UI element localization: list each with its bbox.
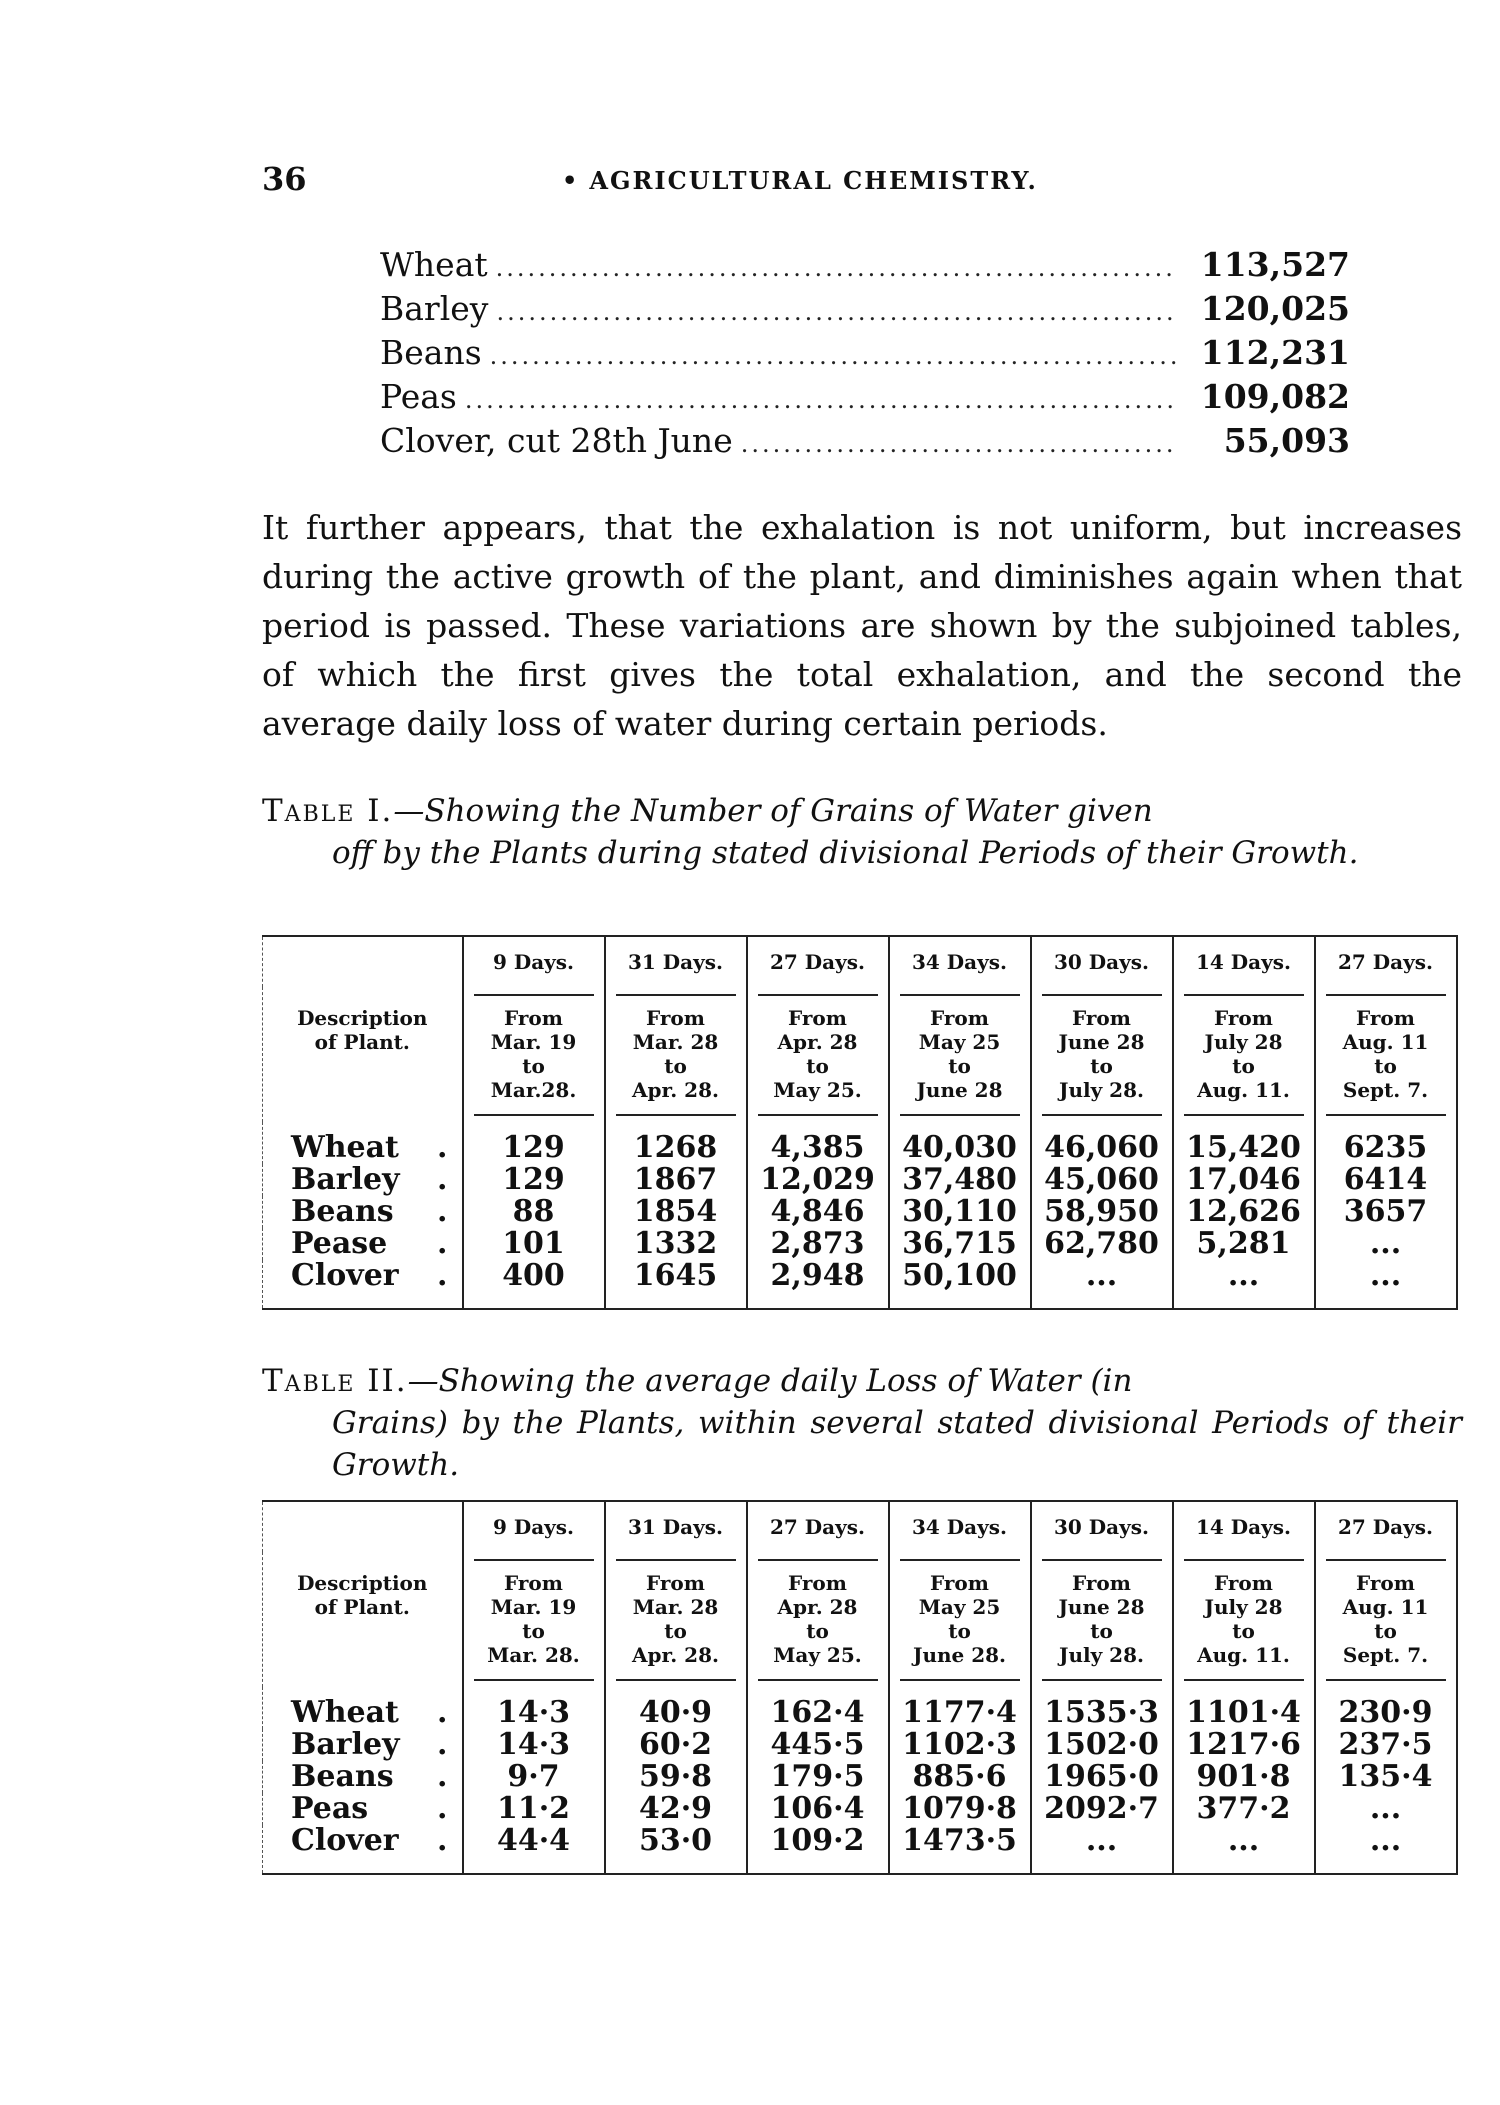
table-cell: 129 [463,1164,605,1196]
table-cell: 1217·6 [1173,1729,1315,1761]
list-item-value: 112,231 [1200,333,1350,372]
table2-caption-rest: Grains) by the Plants, within several stated divisional Periods of their Growth. [332,1405,1462,1483]
table2-label: Table II. [262,1363,408,1399]
list-item [380,289,1350,333]
table1-caption-rest: off by the Plants during stated divisional Periods of their Growth. [332,835,1359,871]
table-cell: 2,948 [747,1260,889,1309]
table-cell: 15,420 [1173,1122,1315,1164]
table-cell: 129 [463,1122,605,1164]
list-item-label: Peas [380,377,457,416]
table-cell: 62,780 [1031,1228,1173,1260]
table-cell: 179·5 [747,1761,889,1793]
table-cell: 45,060 [1031,1164,1173,1196]
table-row [263,1729,1457,1761]
description-header-line1: Description [297,1005,428,1030]
table-cell: 6414 [1315,1164,1457,1196]
list-item-label: Wheat [380,245,488,284]
plant-name: Clover . [263,1260,463,1309]
table1-caption [262,790,1462,874]
table-cell: 1332 [605,1228,747,1260]
table1-label: Table I. [262,793,394,829]
table-cell: 1177·4 [889,1687,1031,1729]
period-range-header: From May 25 to June 28 [889,987,1031,1122]
plant-name: Barley . [263,1729,463,1761]
table-row [263,1825,1457,1874]
table-cell: 1502·0 [1031,1729,1173,1761]
table-cell: 17,046 [1173,1164,1315,1196]
table-cell: ... [1315,1228,1457,1260]
table-cell: 135·4 [1315,1761,1457,1793]
table-row [263,1228,1457,1260]
table-cell: 60·2 [605,1729,747,1761]
bullet-icon: • [562,166,580,195]
period-range-header: From July 28 to Aug. 11. [1173,987,1315,1122]
table-cell: 106·4 [747,1793,889,1825]
plant-name: Beans . [263,1761,463,1793]
plant-name: Beans . [263,1196,463,1228]
body-paragraph: It further appears, that the exhalation is not uniform, but increases during the active growth of the plant, and diminishes again when that period is passed. These variations are shown by the subjoined tables, of which the first gives the total exhalation, and the second the average daily loss of water during certain periods. [262,508,1462,743]
period-days-header: 31 Days. [605,936,747,987]
table-row [263,1122,1457,1164]
table-cell: 1535·3 [1031,1687,1173,1729]
table2-caption [262,1360,1462,1486]
page-number: 36 [262,160,307,198]
description-header [263,1501,463,1687]
table-cell: 237·5 [1315,1729,1457,1761]
table-cell: 44·4 [463,1825,605,1874]
table-cell: 42·9 [605,1793,747,1825]
table1-caption-line1: —Showing the Number of Grains of Water given [393,793,1153,829]
table-cell: ... [1173,1260,1315,1309]
table-cell: 109·2 [747,1825,889,1874]
table-cell: 1645 [605,1260,747,1309]
table-cell: 14·3 [463,1687,605,1729]
period-range-header: From Apr. 28 to May 25. [747,987,889,1122]
table-cell: 445·5 [747,1729,889,1761]
table-cell: 4,385 [747,1122,889,1164]
period-days-header: 34 Days. [889,1501,1031,1552]
period-range-header: From July 28 to Aug. 11. [1173,1552,1315,1687]
plant-name: Barley . [263,1164,463,1196]
table-cell: 59·8 [605,1761,747,1793]
list-item-label: Beans [380,333,482,372]
dot-leader [496,298,1177,326]
dot-leader [465,386,1177,414]
table-cell: 1102·3 [889,1729,1031,1761]
table-row [263,1196,1457,1228]
dot-leader [741,430,1177,458]
period-range-header: From Aug. 11 to Sept. 7. [1315,987,1457,1122]
table-cell: 162·4 [747,1687,889,1729]
running-head [262,160,1462,200]
table-cell: 30,110 [889,1196,1031,1228]
period-range-header: From Mar. 19 to Mar.28. [463,987,605,1122]
period-range-header: From Mar. 19 to Mar. 28. [463,1552,605,1687]
list-item [380,421,1350,465]
list-item-value: 55,093 [1223,421,1350,460]
table-cell: ... [1031,1260,1173,1309]
table-cell: 5,281 [1173,1228,1315,1260]
table-cell: 901·8 [1173,1761,1315,1793]
period-days-header: 30 Days. [1031,936,1173,987]
table-cell: 1867 [605,1164,747,1196]
table-cell: 46,060 [1031,1122,1173,1164]
period-range-header: From Apr. 28 to May 25. [747,1552,889,1687]
table-cell: 14·3 [463,1729,605,1761]
dot-leader [490,342,1177,370]
table1-total-exhalation [262,935,1458,1310]
plant-name: Peas . [263,1793,463,1825]
period-days-header: 31 Days. [605,1501,747,1552]
table-cell: ... [1031,1825,1173,1874]
description-header-line2: of Plant. [314,1029,410,1054]
period-range-header: From June 28 to July 28. [1031,987,1173,1122]
table-cell: 1965·0 [1031,1761,1173,1793]
table-cell: 12,029 [747,1164,889,1196]
period-days-header: 9 Days. [463,1501,605,1552]
table-cell: 40·9 [605,1687,747,1729]
period-days-header: 30 Days. [1031,1501,1173,1552]
table-cell: 9·7 [463,1761,605,1793]
period-days-header: 34 Days. [889,936,1031,987]
description-header [263,936,463,1122]
period-days-header: 27 Days. [1315,936,1457,987]
table-cell: 40,030 [889,1122,1031,1164]
table-cell: 230·9 [1315,1687,1457,1729]
table-header-row [263,936,1457,987]
table-cell: 1473·5 [889,1825,1031,1874]
description-header-line2: of Plant. [314,1594,410,1619]
table-cell: 12,626 [1173,1196,1315,1228]
table-cell: 1079·8 [889,1793,1031,1825]
period-range-header: From June 28 to July 28. [1031,1552,1173,1687]
table-cell: 377·2 [1173,1793,1315,1825]
list-item [380,377,1350,421]
plant-name: Pease . [263,1228,463,1260]
plant-name: Clover . [263,1825,463,1874]
table-cell: 88 [463,1196,605,1228]
table-row [263,1164,1457,1196]
running-title [562,166,1038,195]
table-cell: 101 [463,1228,605,1260]
exhalation-totals-list [380,245,1350,465]
table-cell: 11·2 [463,1793,605,1825]
table-cell: 3657 [1315,1196,1457,1228]
table-cell: 400 [463,1260,605,1309]
period-days-header: 27 Days. [747,936,889,987]
period-days-header: 27 Days. [1315,1501,1457,1552]
list-item-label: Clover, cut 28th June [380,421,733,460]
table-row [263,1260,1457,1309]
table-cell: 58,950 [1031,1196,1173,1228]
list-item-value: 113,527 [1200,245,1350,284]
list-item-label: Barley [380,289,489,328]
table-cell: 1268 [605,1122,747,1164]
period-range-header: From Mar. 28 to Apr. 28. [605,1552,747,1687]
period-range-header: From May 25 to June 28. [889,1552,1031,1687]
table-row [263,1793,1457,1825]
table-cell: 53·0 [605,1825,747,1874]
table-cell: ... [1173,1825,1315,1874]
table-row [263,1761,1457,1793]
table-cell: ... [1315,1825,1457,1874]
table-cell: 50,100 [889,1260,1031,1309]
running-title-text: AGRICULTURAL CHEMISTRY. [589,166,1038,195]
table2-caption-line1: —Showing the average daily Loss of Water (in [407,1363,1133,1399]
table-row [263,1687,1457,1729]
table-cell: 1101·4 [1173,1687,1315,1729]
table-header-row [263,1501,1457,1552]
list-item-value: 120,025 [1200,289,1350,328]
list-item [380,333,1350,377]
table-cell: 6235 [1315,1122,1457,1164]
period-days-header: 14 Days. [1173,936,1315,987]
period-days-header: 27 Days. [747,1501,889,1552]
period-range-header: From Mar. 28 to Apr. 28. [605,987,747,1122]
list-item [380,245,1350,289]
table-cell: 1854 [605,1196,747,1228]
table-cell: 885·6 [889,1761,1031,1793]
table-cell: 36,715 [889,1228,1031,1260]
table-cell: 2,873 [747,1228,889,1260]
plant-name: Wheat . [263,1122,463,1164]
table-cell: 4,846 [747,1196,889,1228]
description-header-line1: Description [297,1570,428,1595]
table-cell: ... [1315,1793,1457,1825]
plant-name: Wheat . [263,1687,463,1729]
table-cell: ... [1315,1260,1457,1309]
table-cell: 37,480 [889,1164,1031,1196]
list-item-value: 109,082 [1200,377,1350,416]
period-range-header: From Aug. 11 to Sept. 7. [1315,1552,1457,1687]
period-days-header: 9 Days. [463,936,605,987]
table-cell: 2092·7 [1031,1793,1173,1825]
dot-leader [496,254,1177,282]
table2-average-daily-loss [262,1500,1458,1875]
period-days-header: 14 Days. [1173,1501,1315,1552]
